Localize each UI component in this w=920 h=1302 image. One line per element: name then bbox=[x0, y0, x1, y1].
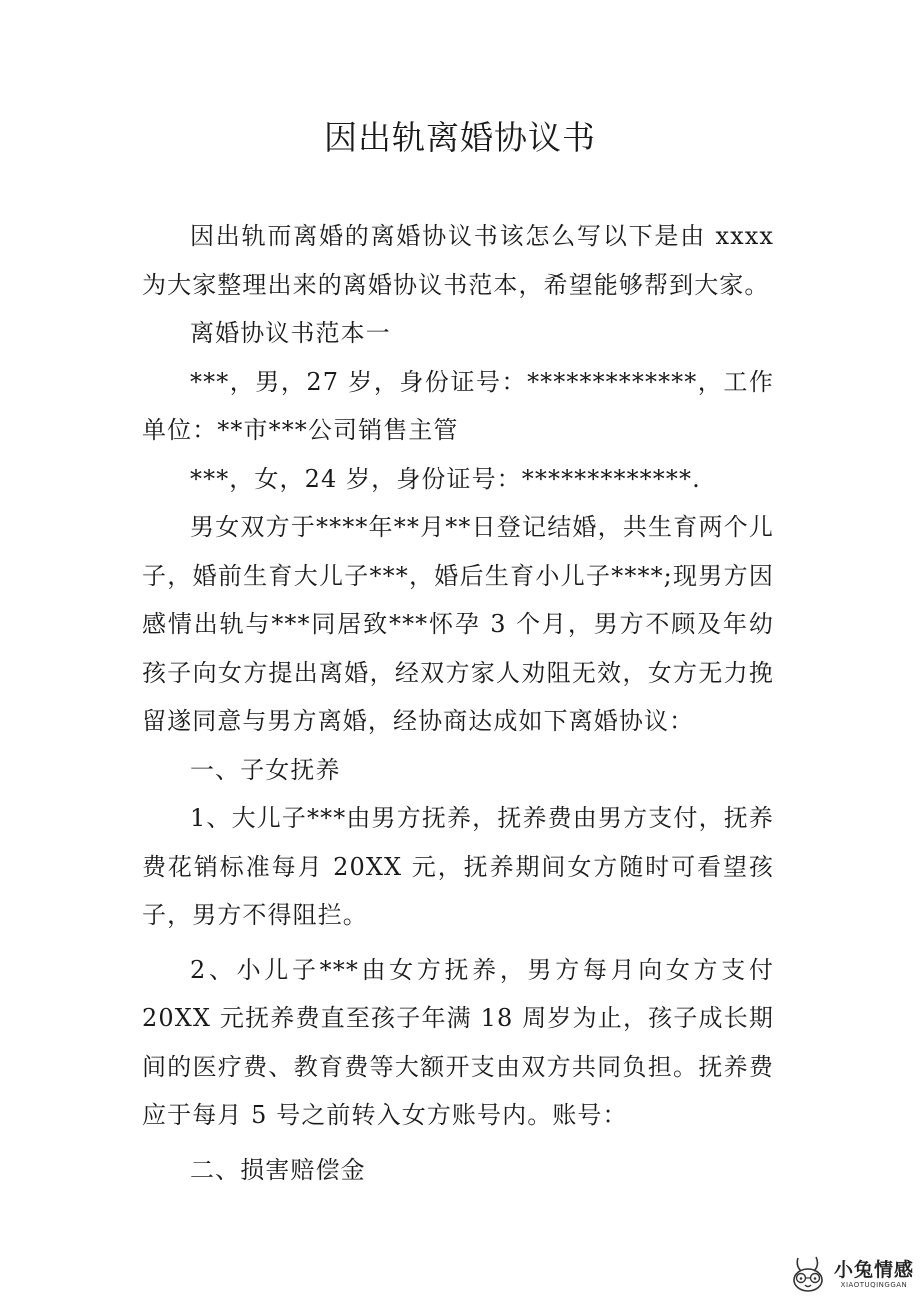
watermark-name: 小兔情感 bbox=[833, 1258, 914, 1281]
paragraph-sample-heading: 离婚协议书范本一 bbox=[190, 319, 391, 347]
site-watermark bbox=[786, 1250, 914, 1298]
paragraph-party-male: ***，男，27 岁，身份证号：*************，工作单位：**市***公司销售主管 bbox=[142, 367, 774, 444]
document-body bbox=[142, 212, 774, 1194]
paragraph-party-female: ***，女，24 岁，身份证号：*************. bbox=[190, 464, 701, 493]
document-title: 因出轨离婚协议书 bbox=[324, 118, 596, 157]
watermark-pinyin: XIAOTUQINGGAN bbox=[840, 1280, 908, 1289]
section-heading-child-custody: 一、子女抚养 bbox=[190, 755, 341, 784]
paragraph-intro: 因出轨而离婚的离婚协议书该怎么写以下是由 xxxx 为大家整理出来的离婚协议书范本，希望能够帮到大家。 bbox=[142, 222, 774, 299]
section-heading-damages: 二、损害赔偿金 bbox=[190, 1155, 366, 1184]
clause-younger-son: 2、小儿子***由女方抚养，男方每月向女方支付 20XX 元抚养费直至孩子年满 18 周岁为止，孩子成长期间的医疗费、教育费等大额开支由双方共同负担。抚养费应于每月 5 号之前转入女方账号内。账号： bbox=[142, 955, 774, 1129]
paragraph-background: 男女双方于****年**月**日登记结婚，共生育两个儿子，婚前生育大儿子***，婚后生育小儿子****;现男方因感情出轨与***同居致***怀孕 3 个月，男方不顾及年幼孩子向女方提出离婚，经双方家人劝阻无效，女方无力挽留遂同意与男方离婚，经协商达成如下离婚协议： bbox=[142, 513, 774, 735]
clause-elder-son: 1、大儿子***由男方抚养，抚养费由男方支付，抚养费花销标准每月 20XX 元，抚养期间女方随时可看望孩子，男方不得阻拦。 bbox=[142, 804, 774, 929]
rabbit-face-icon bbox=[786, 1254, 830, 1294]
watermark-text bbox=[834, 1259, 914, 1290]
